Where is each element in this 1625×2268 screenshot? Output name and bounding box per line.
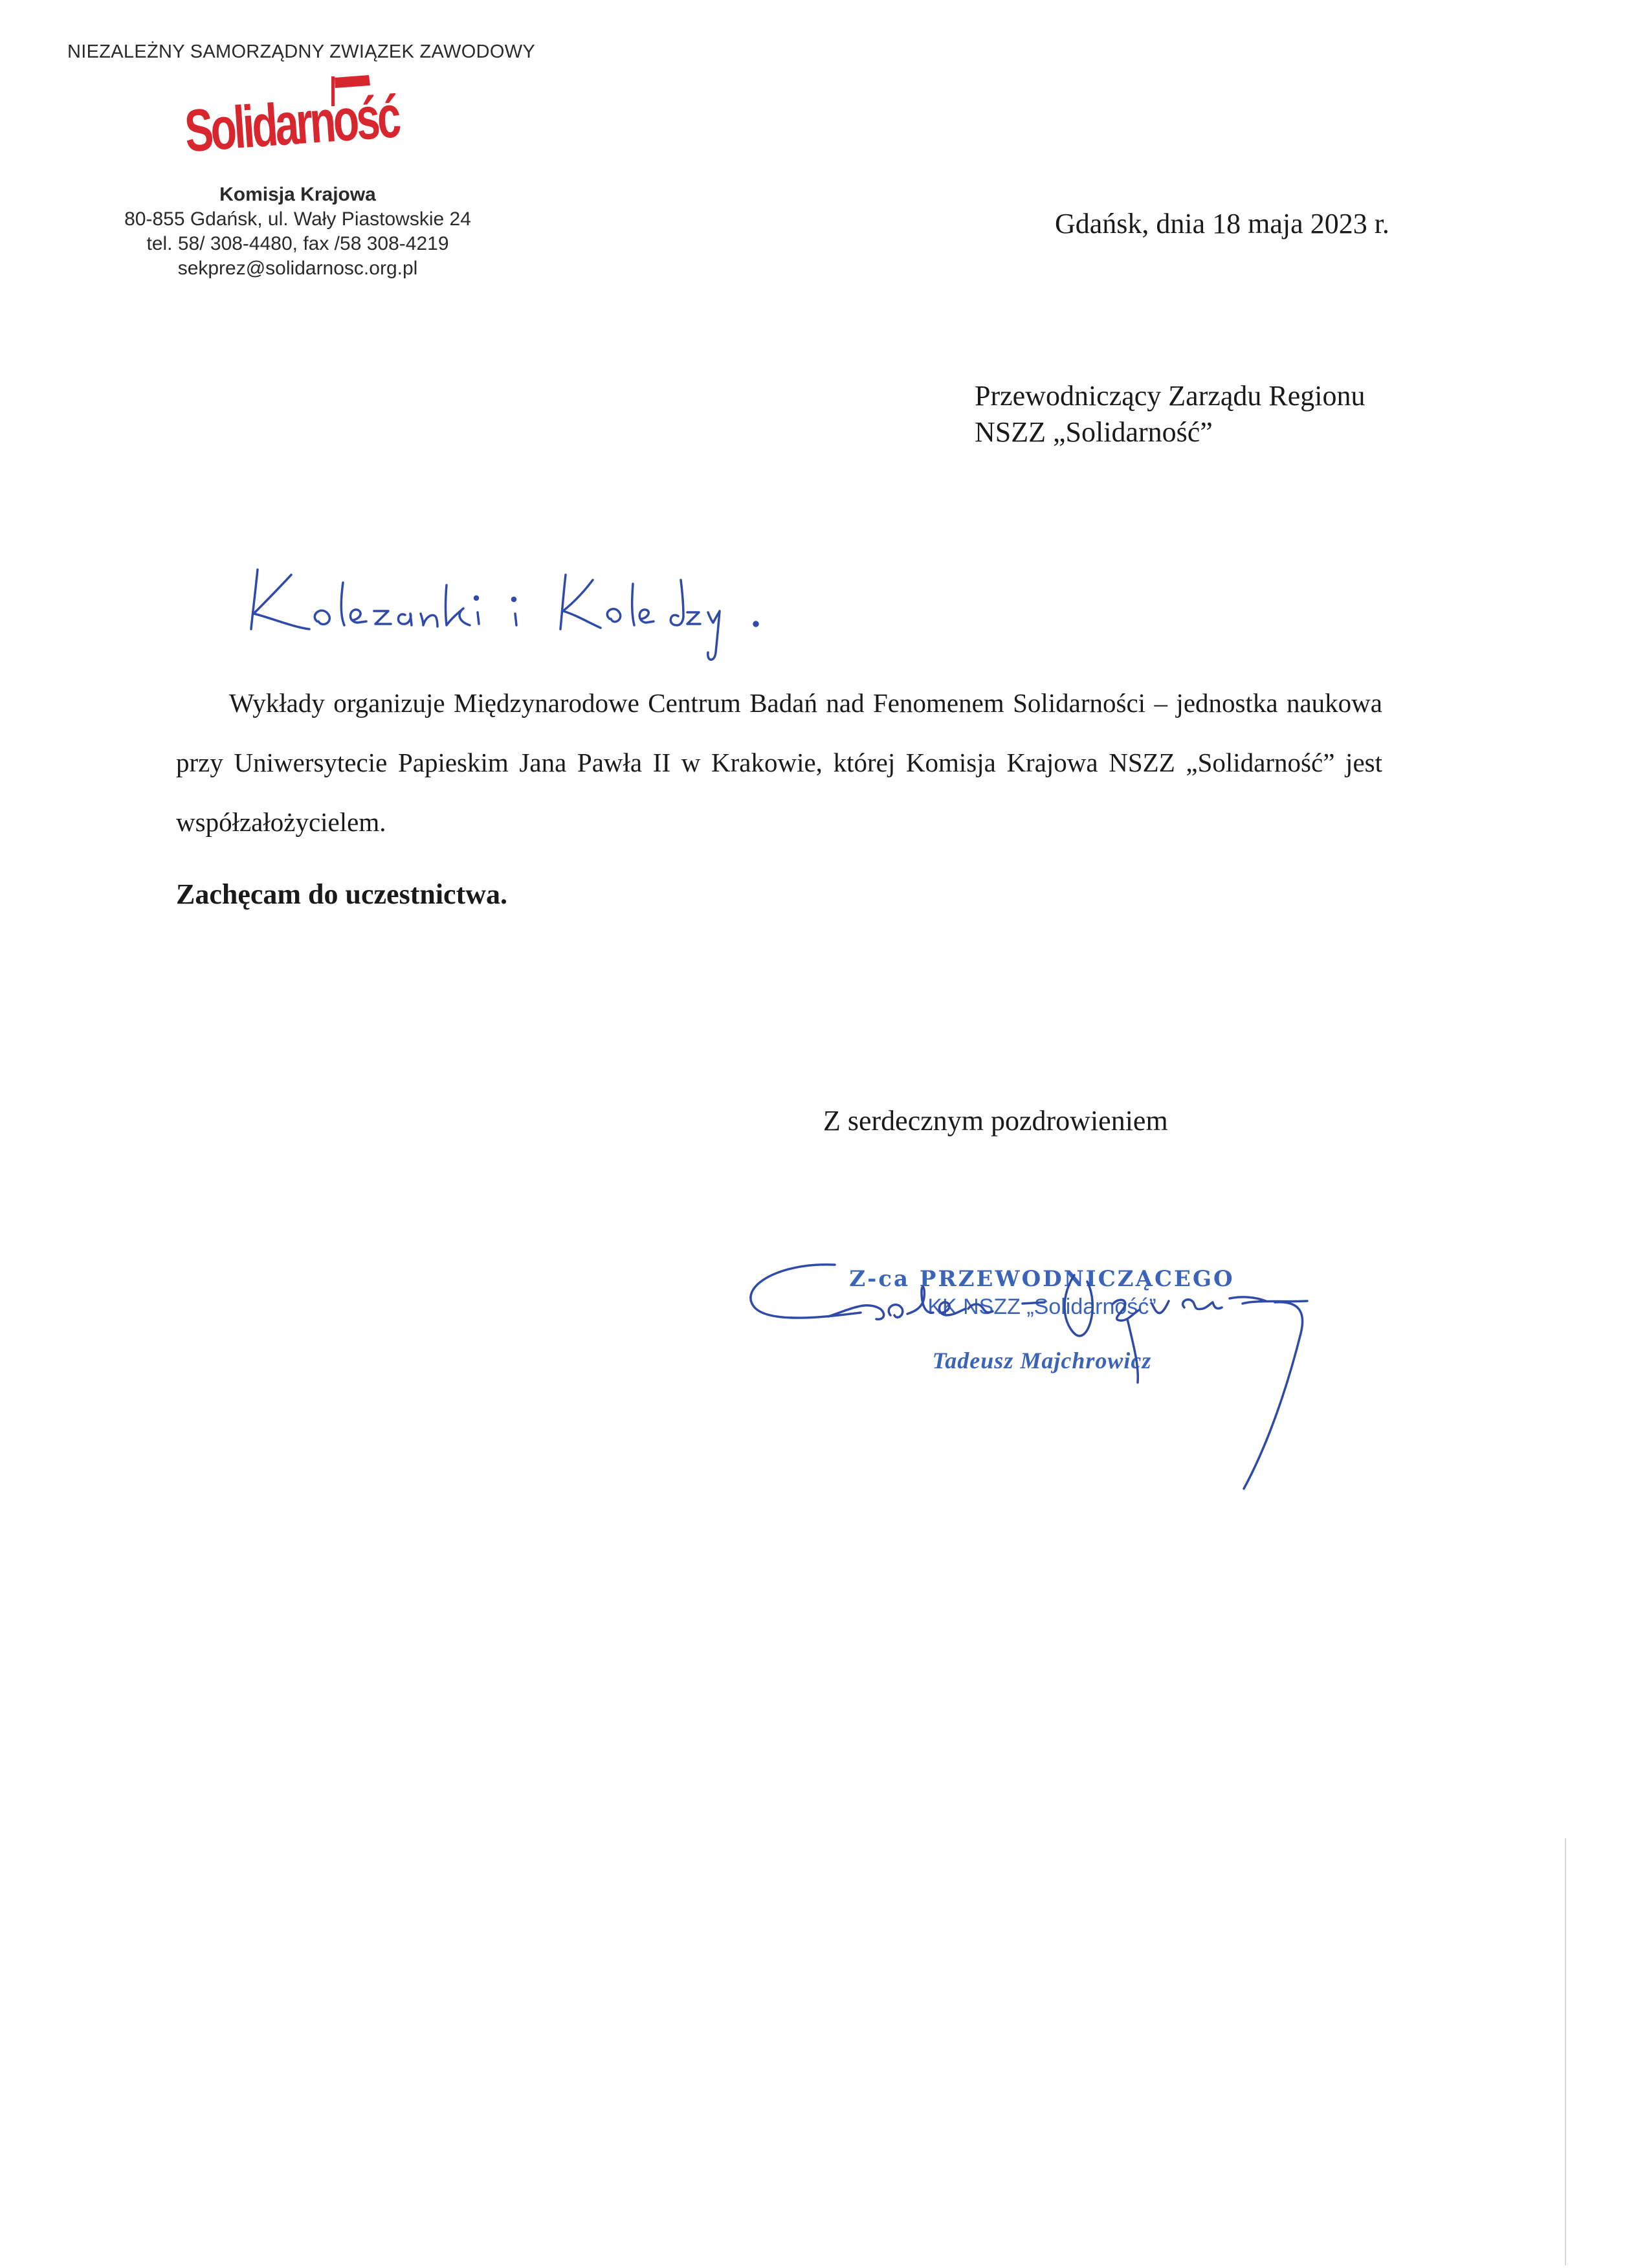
phone-fax: tel. 58/ 308-4480, fax /58 308-4219 (146, 233, 449, 254)
letter-date: Gdańsk, dnia 18 maja 2023 r. (1055, 208, 1389, 239)
organization-name: NIEZALEŻNY SAMORZĄDNY ZWIĄZEK ZAWODOWY (67, 41, 536, 62)
handwritten-salutation (246, 557, 841, 667)
logo-wordmark: Solidarność (182, 78, 485, 165)
scan-edge-line (1565, 1838, 1566, 2265)
closing-greeting: Z serdecznym pozdrowieniem (823, 1105, 1168, 1137)
stamp-title: Z-ca PRZEWODNICZĄCEGO (849, 1266, 1235, 1292)
recipient-line-2: NSZZ „Solidarność” (975, 416, 1213, 448)
sender-address-block (84, 183, 511, 281)
recipient-line-1: Przewodniczący Zarządu Regionu (975, 380, 1365, 412)
stamp-organization: KK NSZZ „Solidarność” (927, 1295, 1156, 1319)
stamp-name: Tadeusz Majchrowicz (932, 1348, 1152, 1373)
street-address: 80-855 Gdańsk, ul. Wały Piastowskie 24 (124, 208, 471, 230)
handwritten-signature (738, 1236, 1372, 1560)
encouragement-line: Zachęcam do uczestnictwa. (176, 878, 508, 910)
committee-name: Komisja Krajowa (219, 184, 376, 205)
solidarnosc-logo (181, 71, 485, 165)
email-address: sekprez@solidarnosc.org.pl (177, 258, 418, 279)
recipient-block (975, 378, 1365, 450)
body-paragraph: Wykłady organizuje Międzynarodowe Centrum Badań nad Fenomenem Solidarności – jednostka naukowa przy Uniwersytecie Papieskim Jana Pawła II w Krakowie, której Komisja Krajowa NSZZ „Solidarność” jest współzałożycielem. (176, 688, 1382, 837)
